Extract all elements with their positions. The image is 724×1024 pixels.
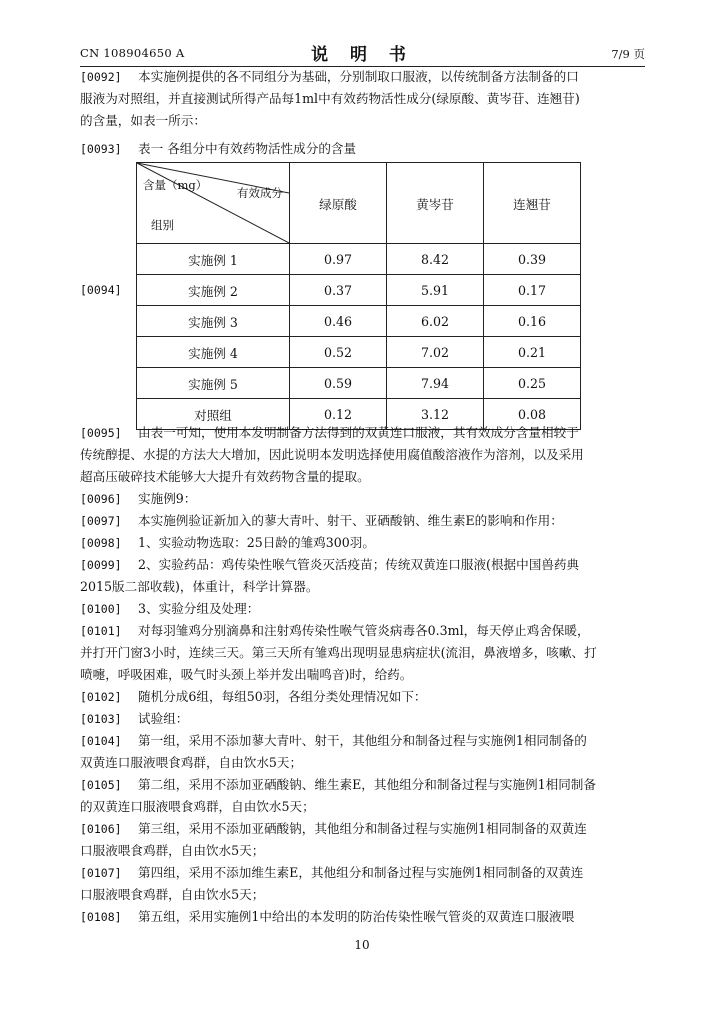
table-header-row <box>137 163 581 244</box>
paragraph-line: 本实施例验证新加入的蓼大青叶、射干、亚硒酸钠、维生素E的影响和作用： <box>138 513 563 528</box>
paragraph-line: 的含量，如表一所示： <box>80 113 206 128</box>
paragraph <box>80 510 646 532</box>
paragraph-line: 第一组，采用不添加蓼大青叶、射干，其他组分和制备过程与实施例1相同制备的 <box>138 733 587 748</box>
table-cell: 0.21 <box>484 337 581 368</box>
table-row <box>137 306 581 337</box>
paragraph-line: 第五组，采用实施例1中给出的本发明的防治传染性喉气管炎的双黄连口服液喂 <box>138 909 575 924</box>
paragraph <box>80 598 646 620</box>
paragraph-number: [0106] <box>80 822 122 836</box>
paragraph-number: [0099] <box>80 558 122 572</box>
paragraph <box>80 906 646 928</box>
paragraph-number: [0096] <box>80 492 122 506</box>
page-number: 10 <box>354 938 370 952</box>
paragraph-number: [0105] <box>80 778 122 792</box>
table-cell: 0.08 <box>484 399 581 430</box>
corner-label-ingredient: 有效成分 <box>237 186 283 200</box>
page-indicator: 7/9 页 <box>611 47 645 61</box>
paragraph-number: [0097] <box>80 514 122 528</box>
paragraph-line: 1、实验动物选取：25日龄的雏鸡300羽。 <box>138 535 375 550</box>
paragraph <box>80 818 646 862</box>
paragraph-number: [0104] <box>80 734 122 748</box>
paragraph-line: 随机分成6组，每组50羽，各组分类处理情况如下： <box>138 689 427 704</box>
paragraph <box>80 774 646 818</box>
column-header: 连翘苷 <box>484 163 581 244</box>
paragraph <box>80 532 646 554</box>
paragraph-line: 服液为对照组，并直接测试所得产品每1ml中有效药物活性成分(绿原酸、黄岑苷、连翘苷) <box>80 91 580 106</box>
table-cell: 3.12 <box>387 399 484 430</box>
table-cell: 6.02 <box>387 306 484 337</box>
table-row <box>137 337 581 368</box>
paragraph <box>80 862 646 906</box>
paragraph-line: 对每羽雏鸡分别滴鼻和注射鸡传染性喉气管炎病毒各0.3ml，每天停止鸡舍保暖， <box>138 623 590 638</box>
table-cell: 0.37 <box>290 275 387 306</box>
document-title: 说 明 书 <box>311 45 414 65</box>
table-cell: 0.97 <box>290 244 387 275</box>
paragraph-line: 第二组，采用不添加亚硒酸钠、维生素E，其他组分和制备过程与实施例1相同制备 <box>138 777 596 792</box>
paragraph-line: 口服液喂食鸡群，自由饮水5天； <box>80 843 265 858</box>
paragraph <box>80 708 646 730</box>
paragraph <box>80 730 646 774</box>
paragraph <box>80 686 646 708</box>
paragraph <box>80 488 646 510</box>
row-label: 实施例 1 <box>137 244 290 275</box>
paragraph-number: [0107] <box>80 866 122 880</box>
paragraph-number: [0102] <box>80 690 122 704</box>
paragraph-line: 口服液喂食鸡群，自由饮水5天； <box>80 887 265 902</box>
paragraph-number: [0092] <box>80 70 122 84</box>
paragraph-line: 2、实验药品：鸡传染性喉气管炎灭活疫苗；传统双黄连口服液(根据中国兽药典 <box>138 557 580 572</box>
table-row <box>137 368 581 399</box>
content-table <box>136 162 581 430</box>
table-cell: 0.12 <box>290 399 387 430</box>
paragraph-line: 并打开门窗3小时，连续三天。第三天所有雏鸡出现明显患病症状(流泪，鼻液增多，咳嗽、打 <box>80 645 597 660</box>
paragraph-number: [0098] <box>80 536 122 550</box>
paragraph-line: 传统醇提、水提的方法大大增加，因此说明本发明选择使用腐值酸溶液作为溶剂，以及采用 <box>80 447 584 462</box>
paragraph-line: 2015版二部收载)，体重计，科学计算器。 <box>80 579 319 594</box>
paragraph-line: 第四组，采用不添加维生素E，其他组分和制备过程与实施例1相同制备的双黄连 <box>138 865 584 880</box>
paragraph <box>80 620 646 686</box>
paragraph-line: 3、实验分组及处理： <box>138 601 260 616</box>
table-cell: 0.52 <box>290 337 387 368</box>
table-cell: 7.94 <box>387 368 484 399</box>
paragraph-line: 试验组： <box>138 711 189 726</box>
corner-label-content: 含量（mg） <box>143 178 208 192</box>
paragraph-line: 第三组，采用不添加亚硒酸钠，其他组分和制备过程与实施例1相同制备的双黄连 <box>138 821 587 836</box>
row-label: 实施例 5 <box>137 368 290 399</box>
table-row <box>137 275 581 306</box>
paragraph-line: 表一 各组分中有效药物活性成分的含量 <box>138 141 357 156</box>
table-cell: 0.17 <box>484 275 581 306</box>
document-id: CN 108904650 A <box>80 46 185 60</box>
table-paragraph-number: [0094] <box>80 283 122 297</box>
table-row <box>137 244 581 275</box>
page-header <box>80 40 645 67</box>
column-header: 绿原酸 <box>290 163 387 244</box>
paragraph-line: 实施例9： <box>138 491 197 506</box>
paragraph-number: [0095] <box>80 426 122 440</box>
paragraph-number: [0103] <box>80 712 122 726</box>
paragraph <box>80 66 646 132</box>
row-label: 实施例 2 <box>137 275 290 306</box>
paragraph-line: 由表一可知，使用本发明制备方法得到的双黄连口服液，其有效成分含量相较于 <box>138 425 579 440</box>
paragraph <box>80 554 646 598</box>
table-cell: 8.42 <box>387 244 484 275</box>
column-header: 黄岑苷 <box>387 163 484 244</box>
paragraph-line: 双黄连口服液喂食鸡群，自由饮水5天； <box>80 755 303 770</box>
paragraph <box>80 422 646 488</box>
table-cell: 7.02 <box>387 337 484 368</box>
paragraph-line: 本实施例提供的各不同组分为基础，分别制取口服液，以传统制备方法制备的口 <box>138 69 579 84</box>
paragraph-line: 的双黄连口服液喂食鸡群，自由饮水5天； <box>80 799 315 814</box>
paragraph-number: [0108] <box>80 910 122 924</box>
table-cell: 0.25 <box>484 368 581 399</box>
paragraph-number: [0100] <box>80 602 122 616</box>
paragraph-line: 喷嚏，呼吸困难，吸气时头颈上举并发出喘鸣音)时，给药。 <box>80 667 413 682</box>
corner-label-group: 组别 <box>151 218 174 232</box>
table-cell: 0.59 <box>290 368 387 399</box>
table-corner-cell <box>137 163 290 244</box>
paragraph-number: [0101] <box>80 624 122 638</box>
table-cell: 0.46 <box>290 306 387 337</box>
table-cell: 5.91 <box>387 275 484 306</box>
paragraph-line: 超高压破碎技术能够大大提升有效药物含量的提取。 <box>80 469 370 484</box>
paragraph <box>80 138 646 160</box>
row-label: 实施例 3 <box>137 306 290 337</box>
row-label: 实施例 4 <box>137 337 290 368</box>
table-cell: 0.39 <box>484 244 581 275</box>
table-cell: 0.16 <box>484 306 581 337</box>
paragraph-number: [0093] <box>80 142 122 156</box>
row-label: 对照组 <box>137 399 290 430</box>
